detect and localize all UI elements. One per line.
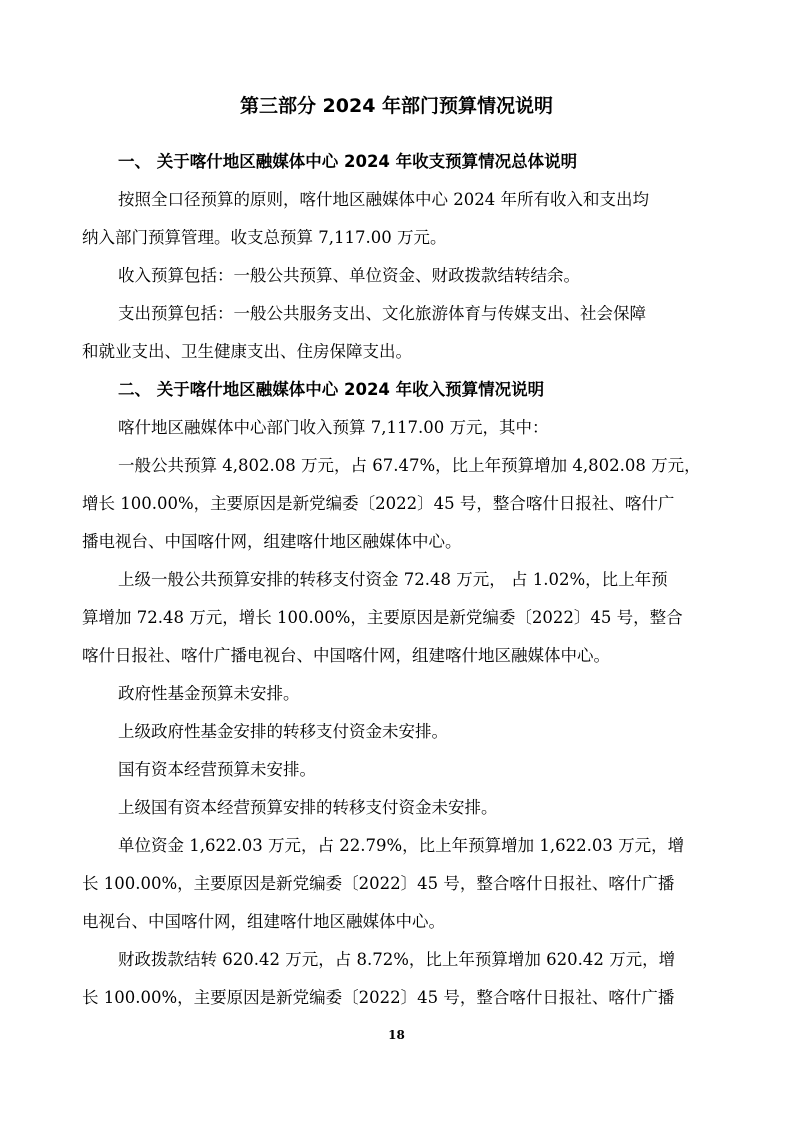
section-heading-2: 二、 关于喀什地区融媒体中心 2024 年收入预算情况说明 [118, 380, 545, 399]
paragraph-line: 上级政府性基金安排的转移支付资金未安排。 [118, 722, 448, 741]
paragraph-line: 电视台、中国喀什网，组建喀什地区融媒体中心。 [82, 912, 445, 931]
paragraph-line: 财政拨款结转 620.42 万元，占 8.72%，比上年预算增加 620.42 万元，增 [118, 950, 676, 969]
paragraph-line: 单位资金 1,622.03 万元，占 22.79%，比上年预算增加 1,622.03 万元，增 [118, 836, 685, 855]
paragraph-line: 上级一般公共预算安排的转移支付资金 72.48 万元， 占 1.02%，比上年预 [118, 570, 668, 589]
paragraph-line: 一般公共预算 4,802.08 万元，占 67.47%，比上年预算增加 4,802.08 万元， [118, 456, 701, 475]
paragraph-line: 支出预算包括：一般公共服务支出、文化旅游体育与传媒支出、社会保障 [118, 304, 646, 323]
paragraph-line: 纳入部门预算管理。收支总预算 7,117.00 万元。 [82, 228, 447, 247]
paragraph-line: 长 100.00%，主要原因是新党编委〔2022〕45 号，整合喀什日报社、喀什广播 [82, 874, 675, 893]
paragraph-line: 上级国有资本经营预算安排的转移支付资金未安排。 [118, 798, 498, 817]
paragraph-line: 按照全口径预算的原则，喀什地区融媒体中心 2024 年所有收入和支出均 [118, 190, 649, 209]
paragraph-line: 播电视台、中国喀什网，组建喀什地区融媒体中心。 [82, 532, 462, 551]
paragraph-line: 长 100.00%，主要原因是新党编委〔2022〕45 号，整合喀什日报社、喀什广播 [82, 988, 675, 1007]
paragraph-line: 和就业支出、卫生健康支出、住房保障支出。 [82, 342, 412, 361]
paragraph-line: 喀什日报社、喀什广播电视台、中国喀什网，组建喀什地区融媒体中心。 [82, 646, 610, 665]
page-number: 18 [388, 1028, 405, 1042]
section-heading-1: 一、 关于喀什地区融媒体中心 2024 年收支预算情况总体说明 [118, 152, 578, 171]
paragraph-line: 喀什地区融媒体中心部门收入预算 7,117.00 万元，其中： [118, 418, 549, 437]
paragraph-line: 算增加 72.48 万元，增长 100.00%，主要原因是新党编委〔2022〕45 号，整合 [82, 608, 683, 627]
page-title: 第三部分 2024 年部门预算情况说明 [239, 95, 554, 117]
paragraph-line: 政府性基金预算未安排。 [118, 684, 300, 703]
paragraph-line: 收入预算包括：一般公共预算、单位资金、财政拨款结转结余。 [118, 266, 580, 285]
paragraph-line: 国有资本经营预算未安排。 [118, 760, 316, 779]
paragraph-line: 增长 100.00%，主要原因是新党编委〔2022〕45 号，整合喀什日报社、喀什广 [82, 494, 675, 513]
